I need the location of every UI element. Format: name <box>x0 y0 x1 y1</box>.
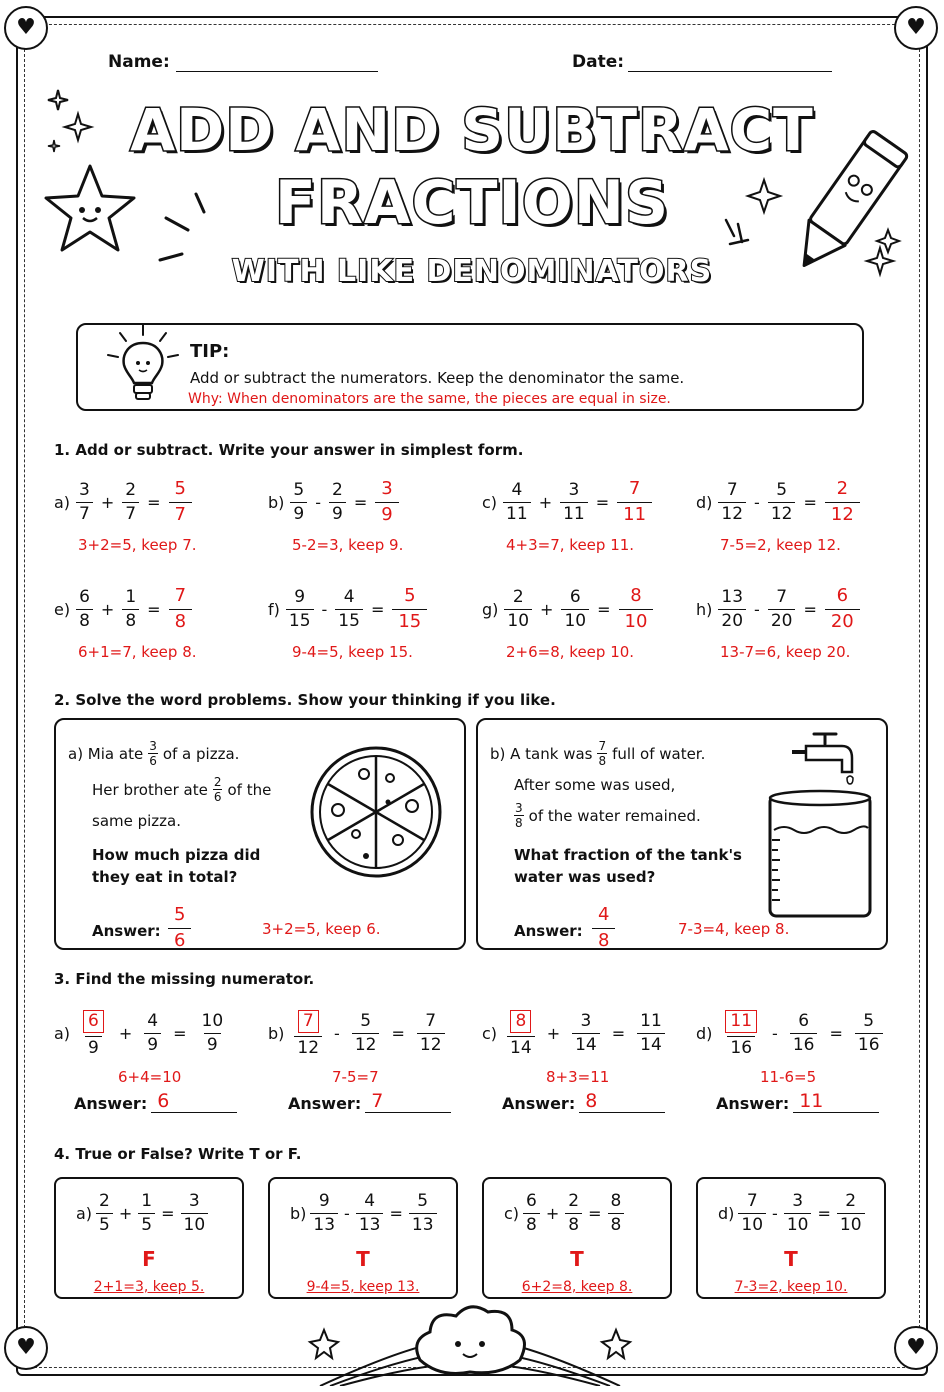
problem-1-g <box>482 587 653 631</box>
answer-fraction[interactable]: $\frac{3}{9}$ <box>375 480 398 524</box>
fraction-2: $\frac{3}{10}$ <box>784 1193 812 1234</box>
wp-a-line2-pre: Her brother ate <box>92 780 208 799</box>
problem-3-a <box>54 1010 226 1057</box>
answer-row <box>716 1090 879 1113</box>
equals-sign: = <box>147 599 161 619</box>
wp-b-answer-label: Answer: <box>514 922 583 940</box>
equals-sign: = <box>597 599 611 619</box>
answer-field[interactable]: 8 <box>579 1090 665 1113</box>
work-note: 7-3=2, keep 10. <box>734 1279 848 1295</box>
fraction-2: $\frac{2}{8}$ <box>565 1193 582 1234</box>
true-false-answer[interactable]: T <box>784 1247 798 1271</box>
wp-a-question-2: they eat in total? <box>92 868 238 886</box>
work-note: 11-6=5 <box>760 1068 817 1086</box>
true-false-box-c <box>482 1177 672 1299</box>
work-note: 4+3=7, keep 11. <box>506 536 635 554</box>
fraction-2: $\frac{6}{16}$ <box>790 1013 818 1054</box>
problem-label: a) <box>54 492 71 512</box>
fraction-2: $\frac{3}{14}$ <box>572 1013 600 1054</box>
equals-sign: = <box>803 599 817 619</box>
tip-why: Why: When denominators are the same, the pieces are equal in size. <box>188 391 671 407</box>
operator: - <box>772 1204 778 1223</box>
result-fraction: $\frac{8}{8}$ <box>608 1193 625 1234</box>
result-fraction: $\frac{2}{10}$ <box>837 1193 865 1234</box>
work-note: 6+1=7, keep 8. <box>78 643 197 661</box>
work-note: 8+3=11 <box>546 1068 610 1086</box>
answer-fraction[interactable]: $\frac{8}{10}$ <box>619 587 654 631</box>
heart-icon: ♥ <box>894 6 938 50</box>
equals-sign: = <box>147 492 161 512</box>
wp-a-fraction-1: $\frac{3}{6}$ <box>149 739 157 768</box>
tf-equation <box>718 1193 865 1234</box>
wp-b-question-1: What fraction of the tank's <box>514 846 742 864</box>
work-note: 6+4=10 <box>118 1068 182 1086</box>
fraction-1: $\frac{6}{8}$ <box>523 1193 540 1234</box>
problem-1-c <box>482 480 652 524</box>
result-fraction: $\frac{5}{13}$ <box>409 1193 437 1234</box>
problem-1-e <box>54 587 192 631</box>
sparkle-icon <box>46 88 96 158</box>
problem-label: c) <box>482 1024 498 1043</box>
answer-fraction[interactable]: $\frac{5}{15}$ <box>392 587 427 631</box>
fraction-1: $\frac{2}{10}$ <box>504 589 532 630</box>
fraction-1: $\frac{7}{12}$ <box>718 482 746 523</box>
wp-b-line1-post: full of water. <box>612 744 706 763</box>
missing-fraction[interactable]: $\frac{7}{12}$ <box>294 1010 322 1057</box>
word-problem-b <box>476 718 888 950</box>
problem-label: c) <box>504 1204 520 1223</box>
equals-sign: = <box>353 492 368 512</box>
answer-field[interactable]: 11 <box>793 1090 879 1113</box>
tf-equation <box>290 1193 437 1234</box>
heart-icon: ♥ <box>4 1326 48 1370</box>
missing-numerator-box[interactable]: 7 <box>298 1010 319 1033</box>
problem-label: d) <box>696 1024 713 1043</box>
true-false-box-d <box>696 1177 886 1299</box>
section-2-heading: 2. Solve the word problems. Show your thinking if you like. <box>54 691 556 709</box>
section-1-heading: 1. Add or subtract. Write your answer in simplest form. <box>54 441 524 459</box>
operator: + <box>538 492 553 512</box>
answer-row <box>74 1090 237 1113</box>
work-note: 2+1=3, keep 5. <box>93 1279 205 1295</box>
work-note: 6+2=8, keep 8. <box>521 1279 633 1295</box>
missing-fraction[interactable]: $\frac{11}{16}$ <box>722 1010 760 1057</box>
fraction-2: $\frac{5}{12}$ <box>768 482 796 523</box>
section-3-heading: 3. Find the missing numerator. <box>54 970 315 988</box>
operator: - <box>321 599 328 619</box>
title-line-1: ADD AND SUBTRACT <box>130 96 814 164</box>
equals-sign: = <box>611 1024 626 1043</box>
problem-label: d) <box>696 492 713 512</box>
work-note: 9-4=5, keep 13. <box>306 1279 420 1295</box>
missing-numerator-box[interactable]: 11 <box>725 1010 757 1033</box>
title-line-2: FRACTIONS <box>274 168 670 238</box>
missing-numerator-box[interactable]: 8 <box>510 1010 531 1033</box>
heart-icon: ♥ <box>894 1326 938 1370</box>
problem-label: b) <box>290 1204 307 1223</box>
equals-sign: = <box>389 1204 403 1223</box>
tip-text: Add or subtract the numerators. Keep the denominator the same. <box>190 369 685 387</box>
equals-sign: = <box>391 1024 405 1043</box>
wp-a-work: 3+2=5, keep 6. <box>262 920 381 938</box>
answer-fraction[interactable]: $\frac{7}{8}$ <box>169 587 192 631</box>
lightbulb-icon <box>98 321 188 405</box>
problem-label: d) <box>718 1204 735 1223</box>
problem-1-b <box>268 480 399 524</box>
tip-title: TIP: <box>190 341 230 362</box>
work-note: 7-5=7 <box>332 1068 379 1086</box>
operator: + <box>118 1024 133 1043</box>
problem-label: b) <box>268 1024 285 1043</box>
fraction-2: $\frac{7}{20}$ <box>768 589 796 630</box>
equals-sign: = <box>829 1024 843 1043</box>
fraction-2: $\frac{3}{11}$ <box>560 482 588 523</box>
problem-3-c <box>482 1010 665 1057</box>
problem-label: f) <box>268 599 280 619</box>
wp-a-line1-post: of a pizza. <box>162 744 240 763</box>
missing-numerator-box[interactable]: 6 <box>83 1010 104 1033</box>
answer-fraction[interactable]: $\frac{6}{20}$ <box>825 587 860 631</box>
fraction-2: $\frac{2}{9}$ <box>329 482 346 523</box>
heart-icon: ♥ <box>4 6 48 50</box>
result-fraction: $\frac{11}{14}$ <box>637 1013 665 1054</box>
work-note: 3+2=5, keep 7. <box>78 536 197 554</box>
fraction-1: $\frac{6}{8}$ <box>76 589 93 630</box>
tip-box <box>76 323 864 411</box>
problem-1-d <box>696 480 860 524</box>
wp-b-line3-post: of the water remained. <box>528 806 701 825</box>
answer-label: Answer: <box>74 1094 148 1113</box>
wp-b-fraction-1: $\frac{7}{8}$ <box>598 739 607 768</box>
true-false-answer[interactable]: T <box>356 1247 370 1271</box>
answer-field[interactable]: 7 <box>365 1090 451 1113</box>
operator: - <box>754 599 760 619</box>
problem-label: e) <box>54 599 71 619</box>
operator: + <box>545 1204 560 1223</box>
wp-a-line3: same pizza. <box>92 812 182 830</box>
fraction-2: $\frac{4}{9}$ <box>144 1013 161 1054</box>
equals-sign: = <box>588 1204 602 1223</box>
operator: - <box>772 1024 778 1043</box>
problem-3-d <box>696 1010 883 1057</box>
tf-equation <box>76 1193 208 1234</box>
operator: + <box>118 1204 133 1223</box>
fraction-1: $\frac{9}{15}$ <box>286 589 314 630</box>
cloud-character-icon <box>300 1300 640 1386</box>
result-fraction: $\frac{7}{12}$ <box>417 1013 445 1054</box>
problem-3-b <box>268 1010 445 1057</box>
wp-a-question-1: How much pizza did <box>92 846 261 864</box>
answer-row <box>502 1090 665 1113</box>
water-tank-icon <box>762 728 874 924</box>
wp-a-fraction-2: $\frac{2}{6}$ <box>213 775 222 804</box>
result-fraction: $\frac{10}{9}$ <box>201 1011 224 1055</box>
wp-b-question-2: water was used? <box>514 868 656 886</box>
word-problem-a <box>54 718 466 950</box>
true-false-answer[interactable]: F <box>142 1247 156 1271</box>
result-fraction: $\frac{3}{10}$ <box>181 1193 209 1234</box>
equals-sign: = <box>370 599 385 619</box>
answer-label: Answer: <box>288 1094 362 1113</box>
operator: - <box>315 492 322 512</box>
equals-sign: = <box>595 492 610 512</box>
fraction-2: $\frac{6}{10}$ <box>561 589 589 630</box>
work-note: 9-4=5, keep 15. <box>292 643 413 661</box>
answer-field[interactable]: 6 <box>151 1090 237 1113</box>
pencil-character-icon <box>720 120 920 290</box>
answer-row <box>288 1090 451 1113</box>
problem-1-f <box>268 587 427 631</box>
equals-sign: = <box>173 1024 187 1043</box>
problem-label: g) <box>482 599 499 619</box>
work-note: 5-2=3, keep 9. <box>292 536 404 554</box>
equals-sign: = <box>161 1204 175 1223</box>
fraction-1: $\frac{4}{11}$ <box>503 482 531 523</box>
equals-sign: = <box>803 492 817 512</box>
wp-b-work: 7-3=4, keep 8. <box>678 920 790 938</box>
problem-label: a) <box>76 1204 93 1223</box>
wp-b-answer[interactable]: $\frac{4}{8}$ <box>592 906 615 950</box>
problem-label: c) <box>482 492 498 512</box>
date-field[interactable] <box>628 52 832 72</box>
missing-fraction[interactable]: $\frac{8}{14}$ <box>507 1010 535 1057</box>
fraction-2: $\frac{1}{8}$ <box>122 589 139 630</box>
fraction-2: $\frac{2}{7}$ <box>122 482 139 523</box>
true-false-box-a <box>54 1177 244 1299</box>
fraction-2: $\frac{4}{15}$ <box>335 589 363 630</box>
missing-fraction[interactable]: $\frac{6}{9}$ <box>80 1010 107 1057</box>
name-label: Name: <box>108 52 170 72</box>
answer-label: Answer: <box>502 1094 576 1113</box>
section-4-heading: 4. True or False? Write T or F. <box>54 1145 302 1163</box>
fraction-2: $\frac{5}{12}$ <box>352 1013 380 1054</box>
wp-b-line2: After some was used, <box>514 776 676 794</box>
date-label: Date: <box>572 52 625 72</box>
work-note: 13-7=6, keep 20. <box>720 643 851 661</box>
wp-a-line2-post: of the <box>227 780 272 799</box>
answer-fraction[interactable]: $\frac{2}{12}$ <box>825 480 860 524</box>
answer-label: Answer: <box>716 1094 790 1113</box>
operator: + <box>540 599 554 619</box>
problem-label: a) <box>54 1024 71 1043</box>
fraction-2: $\frac{4}{13}$ <box>356 1193 384 1234</box>
problem-1-a <box>54 480 192 524</box>
fraction-1: $\frac{7}{10}$ <box>738 1193 766 1234</box>
operator: + <box>546 1024 561 1043</box>
operator: - <box>334 1024 340 1043</box>
fraction-1: $\frac{5}{9}$ <box>290 482 307 523</box>
title-line-3: WITH LIKE DENOMINATORS <box>231 254 713 289</box>
problem-label: b) <box>268 492 285 512</box>
fraction-2: $\frac{1}{5}$ <box>138 1193 155 1234</box>
operator: - <box>344 1204 350 1223</box>
work-note: 7-5=2, keep 12. <box>720 536 841 554</box>
fraction-1: $\frac{9}{13}$ <box>310 1193 338 1234</box>
operator: + <box>100 492 115 512</box>
fraction-1: $\frac{2}{5}$ <box>96 1193 113 1234</box>
pizza-icon <box>308 744 444 880</box>
problem-1-h <box>696 587 860 631</box>
motion-lines-icon <box>156 190 216 270</box>
fraction-1: $\frac{13}{20}$ <box>718 589 746 630</box>
star-character-icon <box>40 160 140 260</box>
name-field[interactable] <box>176 52 378 72</box>
wp-a-answer-label: Answer: <box>92 922 161 940</box>
wp-a-line1-pre: a) Mia ate <box>68 744 144 763</box>
equals-sign: = <box>817 1204 831 1223</box>
tf-equation <box>504 1193 624 1234</box>
wp-b-line1-pre: b) A tank was <box>490 744 593 763</box>
result-fraction: $\frac{5}{16}$ <box>855 1013 883 1054</box>
wp-a-answer[interactable]: $\frac{5}{6}$ <box>168 906 191 950</box>
work-note: 2+6=8, keep 10. <box>506 643 635 661</box>
answer-fraction[interactable]: $\frac{7}{11}$ <box>617 480 652 524</box>
problem-label: h) <box>696 599 713 619</box>
operator: - <box>754 492 760 512</box>
operator: + <box>100 599 115 619</box>
true-false-answer[interactable]: T <box>570 1247 584 1271</box>
true-false-box-b <box>268 1177 458 1299</box>
answer-fraction[interactable]: $\frac{5}{7}$ <box>169 480 192 524</box>
fraction-1: $\frac{3}{7}$ <box>76 482 93 523</box>
wp-b-fraction-2: $\frac{3}{8}$ <box>515 801 523 830</box>
